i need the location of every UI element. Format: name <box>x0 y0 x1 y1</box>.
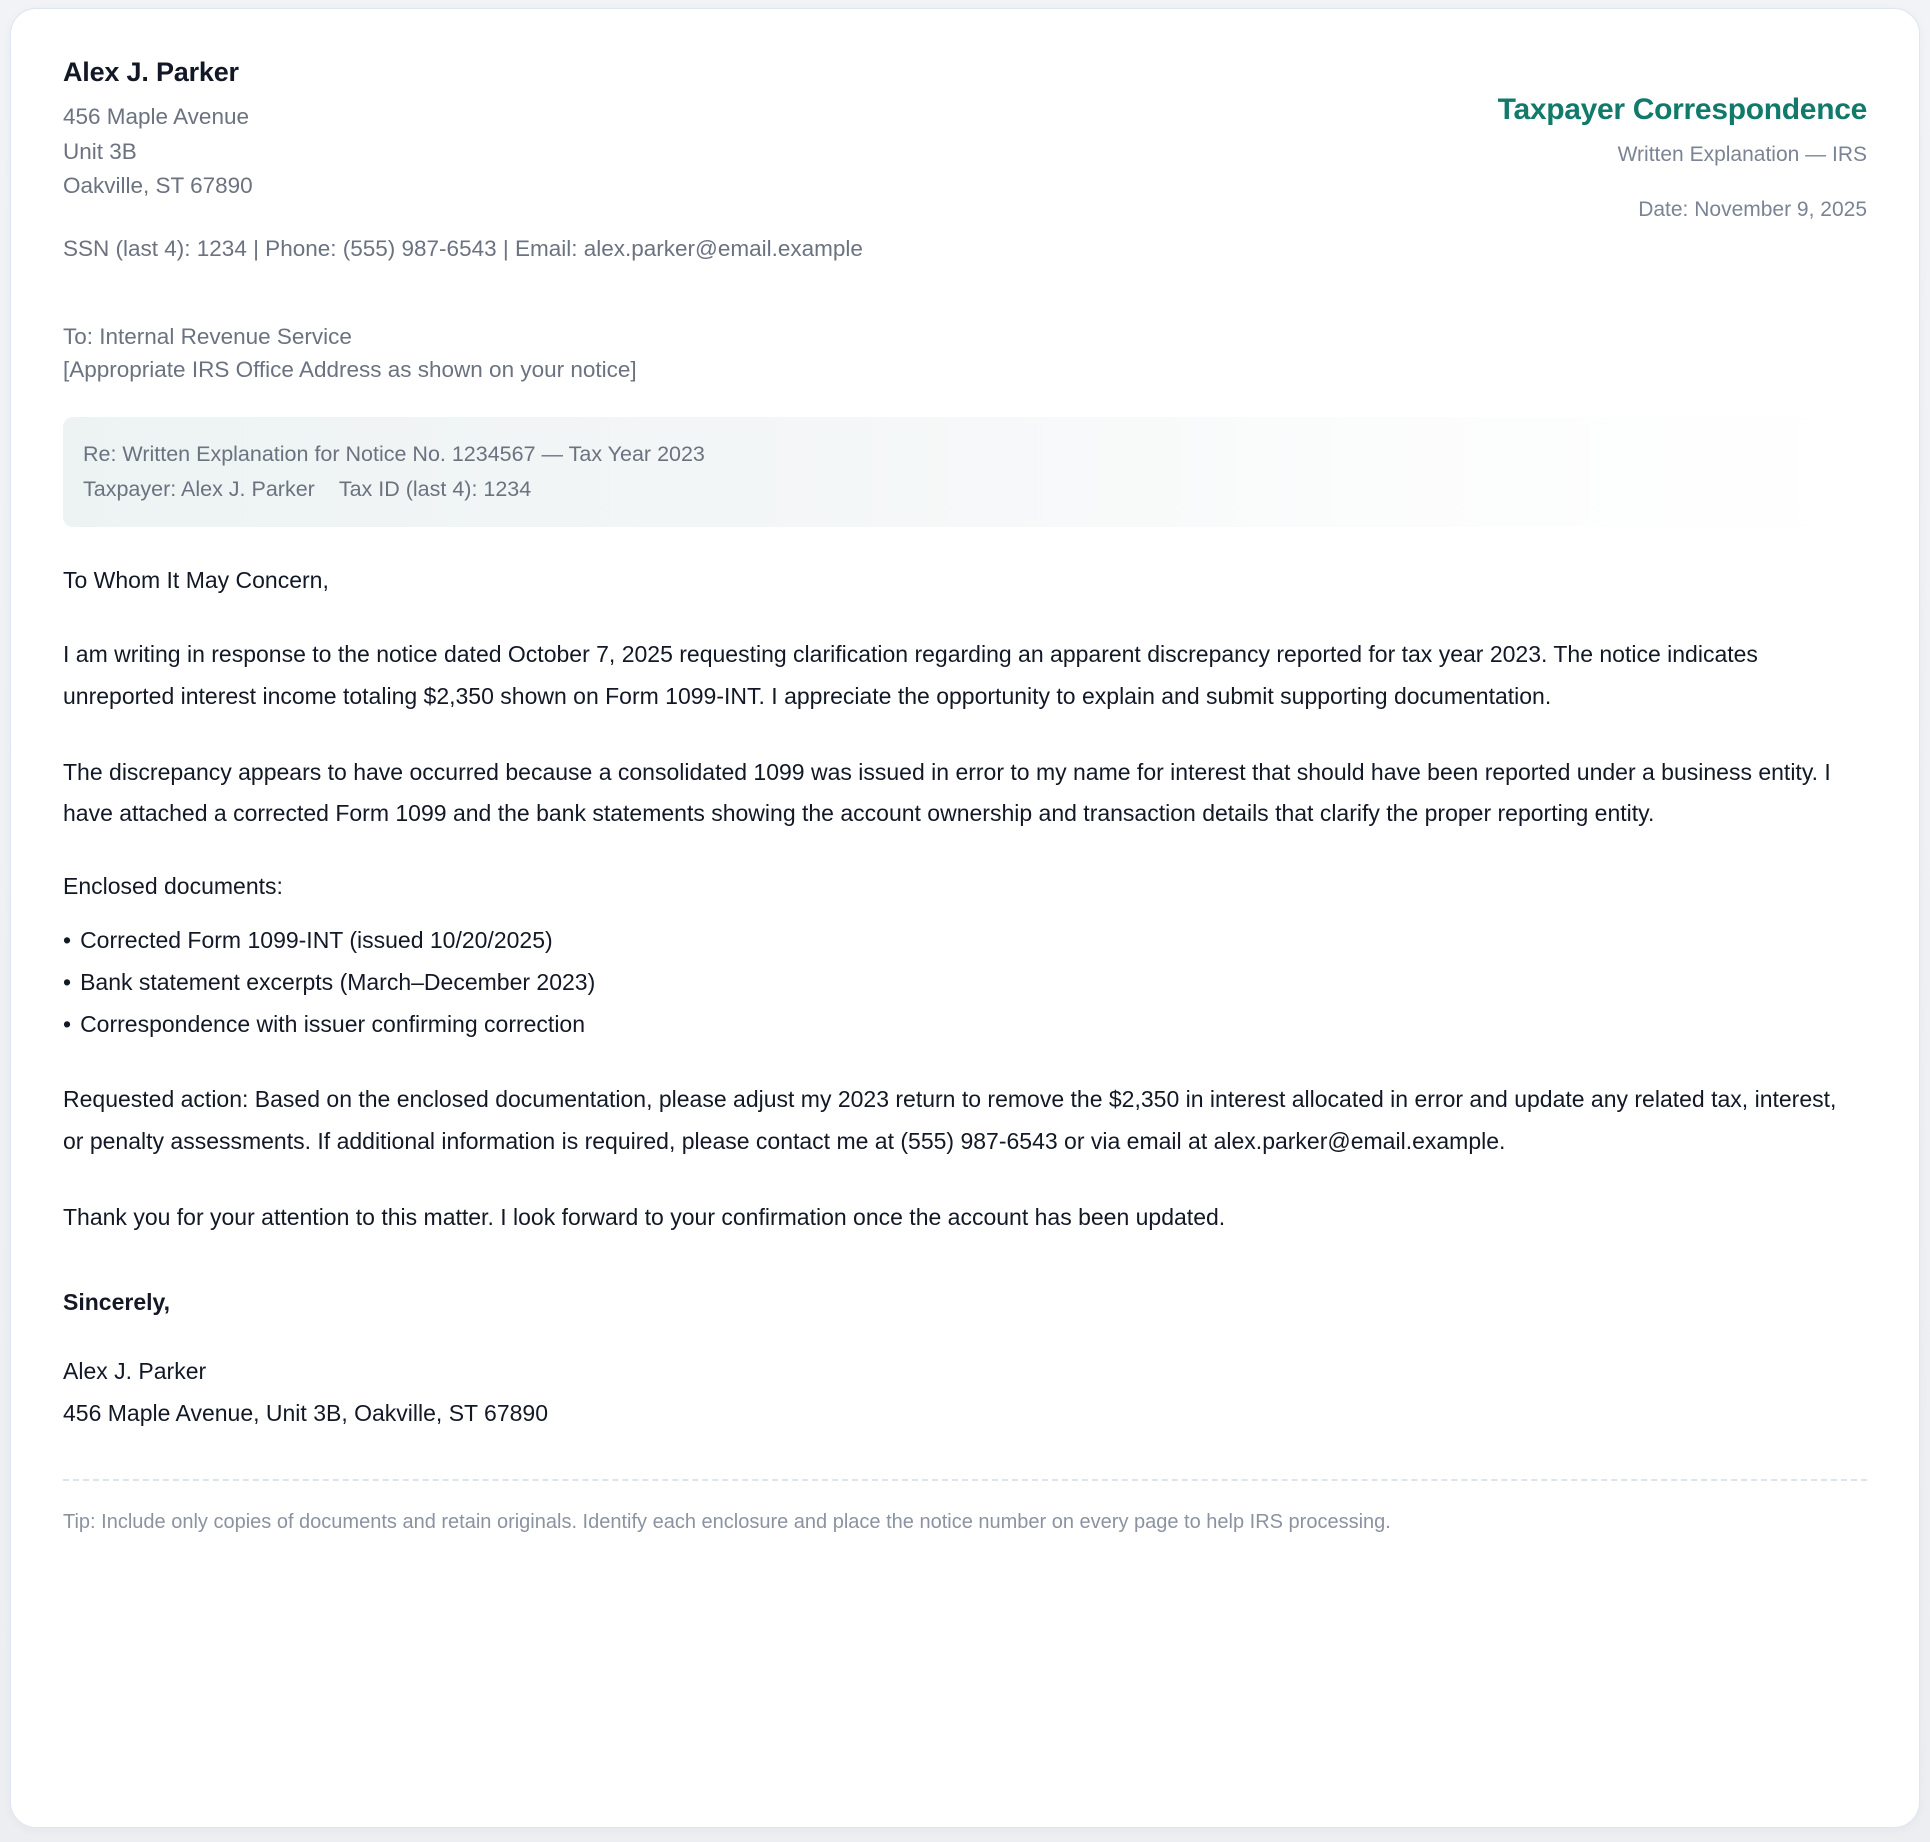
letterhead <box>63 55 1867 266</box>
document-subtitle: Written Explanation — IRS <box>1617 142 1867 166</box>
page-title: Taxpayer Correspondence <box>1497 93 1867 126</box>
subject-tax-id: Tax ID (last 4): 1234 <box>338 476 532 501</box>
sender-contact-line: SSN (last 4): 1234 | Phone: (555) 987-6543 | Email: alex.parker@email.example <box>63 236 863 262</box>
enclosure-text: Correspondence with issuer confirming correction <box>80 1010 586 1037</box>
enclosure-text: Bank statement excerpts (March–December 2023) <box>80 968 596 995</box>
bullet-icon: • <box>63 968 72 995</box>
sender-address-line-1: 456 Maple Avenue <box>63 104 249 130</box>
list-item <box>63 1004 1867 1046</box>
letter-body <box>63 563 1867 1435</box>
enclosures-intro: Enclosed documents: <box>63 873 283 900</box>
subject-re-line: Re: Written Explanation for Notice No. 1234567 — Tax Year 2023 <box>83 441 705 466</box>
list-item <box>63 920 1867 962</box>
sender-address-line-2: Unit 3B <box>63 138 137 164</box>
footer-divider <box>63 1479 1867 1481</box>
list-item <box>63 962 1867 1004</box>
signer-name: Alex J. Parker <box>63 1358 207 1385</box>
body-paragraph-3: Requested action: Based on the enclosed documentation, please adjust my 2023 return to remove the $2,350 in interest allocated in error and update any related tax, interest, or penalty assessments. If additional information is required, please contact me at (555) 987-6543 or via email at alex.parker@email.example. <box>63 1086 1837 1155</box>
subject-box <box>63 417 1867 528</box>
sender-address-block <box>63 55 863 266</box>
document-meta-block <box>1498 55 1867 224</box>
signer-address: 456 Maple Avenue, Unit 3B, Oakville, ST 67890 <box>63 1400 549 1427</box>
recipient-line-1: To: Internal Revenue Service <box>63 324 352 350</box>
subject-taxpayer-line <box>83 472 1847 507</box>
sender-address-line-3: Oakville, ST 67890 <box>63 172 253 198</box>
enclosure-text: Corrected Form 1099-INT (issued 10/20/2025) <box>80 926 553 953</box>
salutation: To Whom It May Concern, <box>63 567 329 594</box>
footer-tip: Tip: Include only copies of documents and retain originals. Identify each enclosure and place the notice number on every page to help IRS processing. <box>63 1511 1391 1534</box>
body-paragraph-2: The discrepancy appears to have occurred because a consolidated 1099 was issued in error to my name for interest that should have been reported under a business entity. I have attached a corrected Form 1099 and the bank statements showing the account ownership and transaction details that clarify the proper reporting entity. <box>63 758 1831 827</box>
letter-card <box>10 8 1920 1828</box>
bullet-icon: • <box>63 1010 72 1037</box>
body-paragraph-4: Thank you for your attention to this matter. I look forward to your confirmation once the account has been updated. <box>63 1204 1226 1231</box>
sender-name: Alex J. Parker <box>63 57 239 87</box>
closing-salutation: Sincerely, <box>63 1288 170 1315</box>
subject-taxpayer-name: Taxpayer: Alex J. Parker <box>83 476 315 501</box>
bullet-icon: • <box>63 926 72 953</box>
enclosures-list <box>63 920 1867 1046</box>
recipient-line-2: [Appropriate IRS Office Address as shown on your notice] <box>63 357 637 383</box>
recipient-block <box>63 320 1867 387</box>
body-paragraph-1: I am writing in response to the notice dated October 7, 2025 requesting clarification regarding an apparent discrepancy reported for tax year 2023. The notice indicates unreported interest income totaling $2,350 shown on Form 1099-INT. I appreciate the opportunity to explain and submit supporting documentation. <box>63 640 1758 709</box>
document-date: Date: November 9, 2025 <box>1638 197 1867 221</box>
